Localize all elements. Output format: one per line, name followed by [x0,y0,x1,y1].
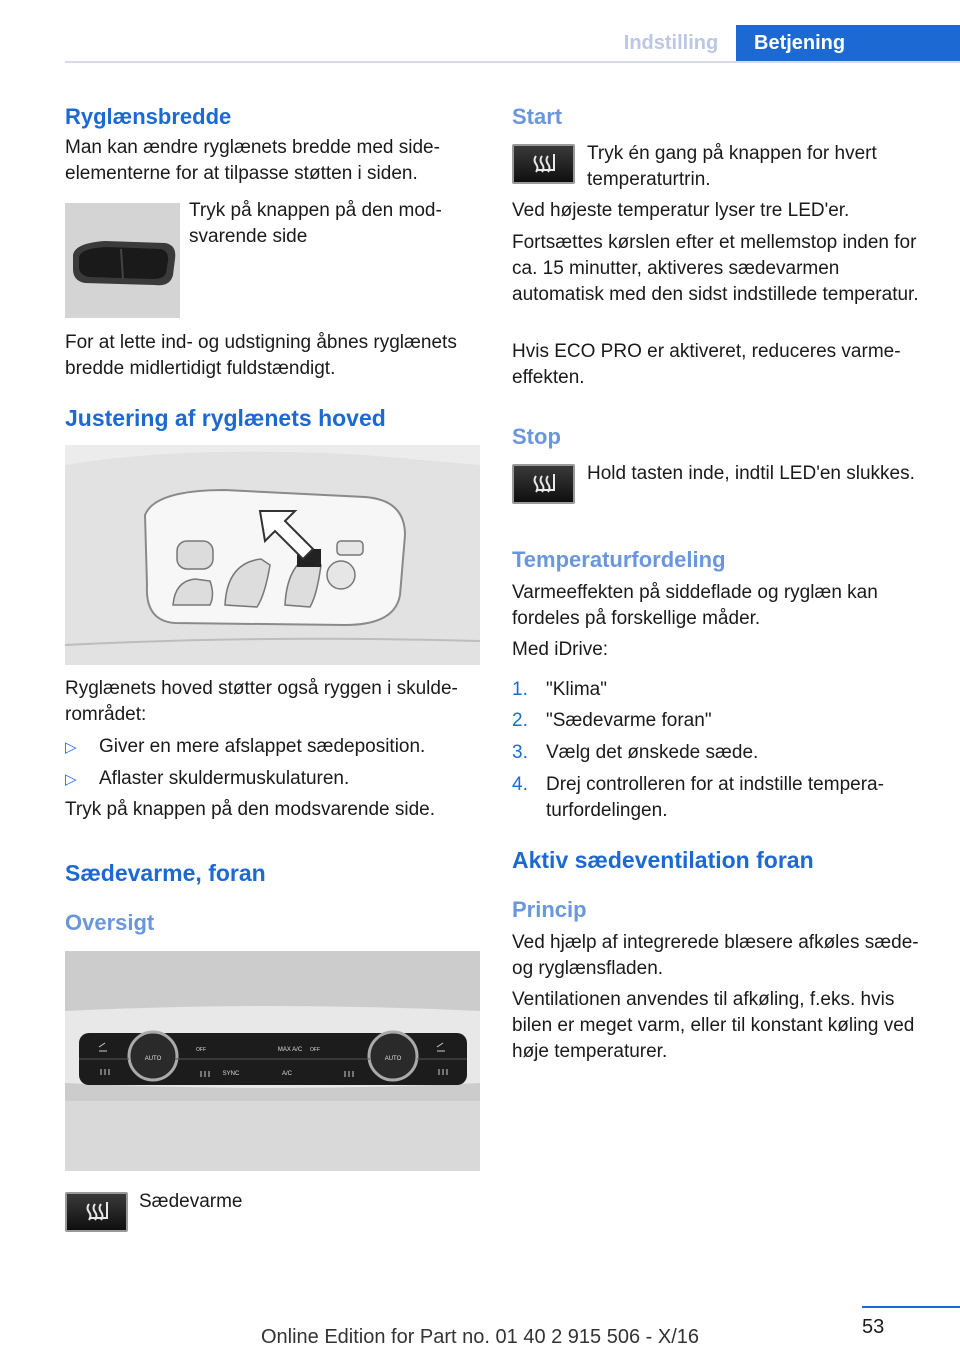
seat-heating-icon [77,1198,117,1226]
seat-controls-image [65,445,480,665]
edition-footer: Online Edition for Part no. 01 40 2 915 506 - X/16 [260,1326,700,1348]
auto-left-label: AUTO [144,1056,162,1062]
justering-bullet [65,734,480,761]
start-p1: Ved højeste temperatur lyser tre LED'er. [512,200,850,221]
step-text: Drej controlleren for at indstille temperaturfordelingen. [546,774,884,821]
start-heading: Start [512,104,563,129]
ryglaensbredde-after: For at lette ind- og udstigning åbnes ryglænets bredde midlertidigt fuldstændigt. [65,332,457,379]
climate-panel-image [65,951,480,1171]
seat-heating-stop-button[interactable] [512,464,575,504]
seat-heating-start-button[interactable] [512,144,575,184]
start-icon-text: Tryk én gang på knappen for hvert temperaturtrin. [587,143,877,190]
list-item: Giver en mere afslappet sædeposition. [99,736,426,757]
justering-bullet [65,766,480,793]
step-text: "Sædevarme foran" [546,710,712,731]
step-item [512,740,932,766]
temperaturfordeling-heading: Temperaturfordeling [512,547,726,572]
off-left-label: OFF [196,1047,206,1053]
seat-heating-icon [524,470,564,498]
oversigt-heading: Oversigt [65,910,155,935]
princip-p2: Ventilationen anvendes til afkøling, f.eks. hvis bilen er meget varm, eller til konstant køling ved høje temperaturer. [512,989,915,1062]
saedevarme-heading: Sædevarme, foran [65,860,266,886]
ryglaensbredde-text: Man kan ændre ryglænets bredde med sideelementerne for at tilpasse støtten i siden. [65,137,440,184]
page-number: 53 [862,1316,885,1338]
step-item [512,677,932,703]
step-number: 2. [512,710,528,731]
auto-right-label: AUTO [384,1056,402,1062]
stop-heading: Stop [512,424,561,449]
step-text: "Klima" [546,679,607,700]
bullet-triangle-icon: ▷ [65,739,77,756]
step-text: Vælg det ønskede sæde. [546,742,759,763]
start-p2: Fortsættes kørslen efter et mellemstop inden for ca. 15 minutter, aktiveres sædevarmen automatisk med den sidst indstillede temperatur. [512,232,919,305]
header-rule [65,61,960,63]
sync-label: SYNC [222,1071,240,1077]
footer-rule [862,1306,960,1308]
seat-heating-icon [524,150,564,178]
ac-label: A/C [281,1071,293,1077]
justering-text: Ryglænets hoved støtter også ryggen i skulderområdet: [65,678,458,725]
princip-p1: Ved hjælp af integrerede blæsere afkøles sæde- og ryglænsfladen. [512,932,919,979]
off-right-label: OFF [310,1047,320,1053]
stop-icon-text: Hold tasten inde, indtil LED'en slukkes. [587,463,915,484]
step-number: 4. [512,774,528,795]
step-number: 1. [512,679,528,700]
bullet-triangle-icon: ▷ [65,771,77,788]
princip-heading: Princip [512,897,587,922]
max-ac-label: MAX A/C [277,1047,303,1053]
temp-p1: Varmeeffekten på siddeflade og ryglæn kan fordeles på forskellige måder. [512,582,878,629]
step-item [512,772,932,821]
ryglaensbredde-heading: Ryglænsbredde [65,104,232,129]
temp-p2: Med iDrive: [512,639,609,660]
step-item [512,708,932,734]
justering-after: Tryk på knappen på den modsvarende side. [65,799,436,820]
list-item: Aflaster skuldermuskulaturen. [99,768,350,789]
step-number: 3. [512,742,528,763]
ventilation-heading: Aktiv sædeventilation foran [512,847,814,873]
start-p3: Hvis ECO PRO er aktiveret, reduceres varmeeffekten. [512,341,901,388]
seat-heating-button[interactable] [65,1192,128,1232]
backrest-button-image [65,203,180,318]
tab-betjening[interactable]: Betjening [736,25,960,61]
justering-heading: Justering af ryglænets hoved [65,405,386,431]
ryglaensbredde-icon-text: Tryk på knappen på den modsvarende side [189,200,442,247]
saedevarme-icon-label: Sædevarme [139,1191,243,1212]
tab-indstilling[interactable]: Indstilling [623,32,719,54]
